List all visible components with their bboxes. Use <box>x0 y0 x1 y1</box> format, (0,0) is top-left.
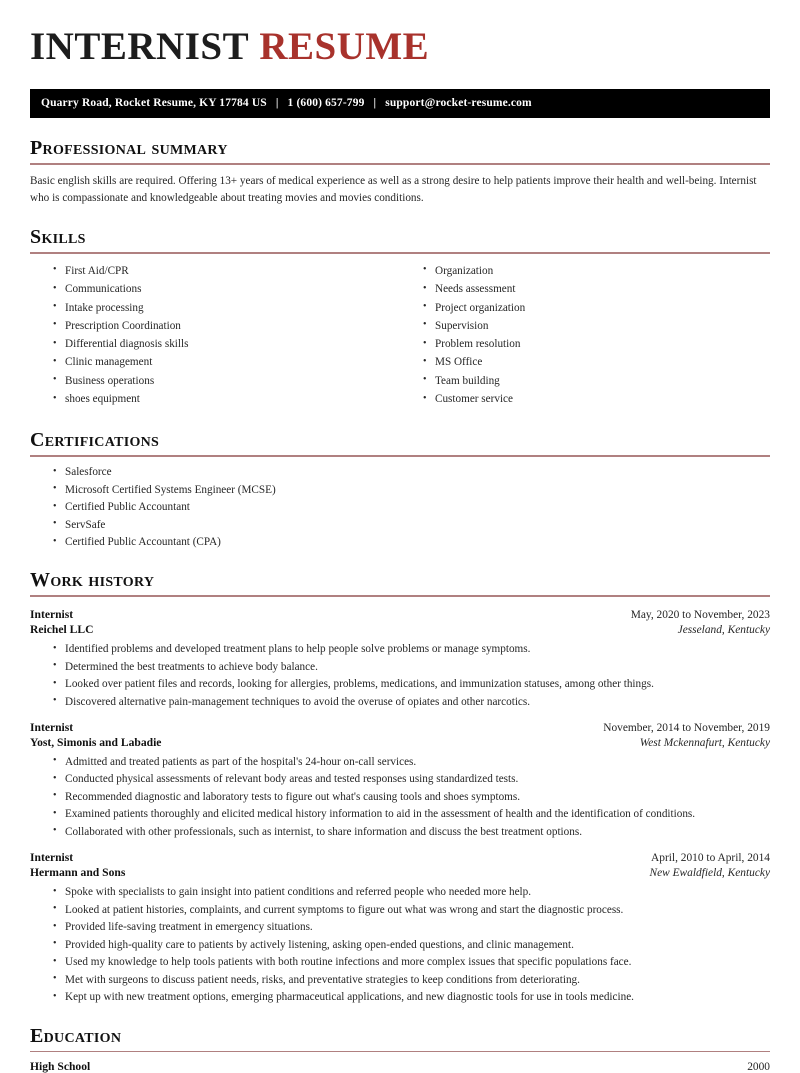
resume-title <box>30 0 770 68</box>
resume-title-word: RESUME <box>259 25 430 68</box>
list-item: • First Aid/CPR <box>53 264 400 279</box>
education-entry <box>30 1060 770 1073</box>
list-item: • Provided high-quality care to patients by actively listening, asking open-ended questions, and clinic management. <box>53 938 770 953</box>
job-location: New Ewaldfield, Kentucky <box>649 867 770 880</box>
list-item: • Communications <box>53 282 400 297</box>
contact-separator-2: | <box>373 97 377 110</box>
section-divider <box>30 163 770 165</box>
section-heading-skills: Skills <box>30 226 86 249</box>
skills-columns <box>30 262 770 411</box>
list-item: • Used my knowledge to help tools patients with both routine infections and more complex issues that specific populations face. <box>53 955 770 970</box>
list-item: • Met with surgeons to discuss patient needs, risks, and preventative strategies to keep conditions from deteriorating. <box>53 973 770 988</box>
job-company-row <box>30 866 770 879</box>
list-item: • Organization <box>423 264 770 279</box>
section-heading-education: Education <box>30 1024 122 1047</box>
job-company: Yost, Simonis and Labadie <box>30 735 162 749</box>
section-professional-summary <box>30 137 770 207</box>
resume-title-space <box>249 25 259 68</box>
list-item: • Looked over patient files and records, looking for allergies, problems, medications, and immunization statuses, among other things. <box>53 677 770 692</box>
job-responsibilities <box>30 885 770 1005</box>
list-item: • Recommended diagnostic and laboratory tests to figure out what's causing tools and shoes symptoms. <box>53 790 770 805</box>
list-item: • Certified Public Accountant (CPA) <box>53 535 770 550</box>
section-skills <box>30 226 770 410</box>
work-history-entry <box>30 851 770 1005</box>
job-company-row <box>30 623 770 636</box>
list-item: • Prescription Coordination <box>53 319 400 334</box>
contact-email[interactable]: support@rocket-resume.com <box>385 97 532 110</box>
list-item: • shoes equipment <box>53 392 400 407</box>
contact-separator-1: | <box>275 97 279 110</box>
list-item: • Supervision <box>423 319 770 334</box>
list-item: • Discovered alternative pain-management techniques to avoid the overuse of opiates and other narcotics. <box>53 695 770 710</box>
list-item: • Business operations <box>53 374 400 389</box>
list-item: • Admitted and treated patients as part of the hospital's 24-hour on-call services. <box>53 755 770 770</box>
list-item: • Spoke with specialists to gain insight into patient conditions and referred people who needed more help. <box>53 885 770 900</box>
job-header-row <box>30 851 770 864</box>
skills-column-left <box>30 262 400 411</box>
list-item: • ServSafe <box>53 518 770 533</box>
job-responsibilities <box>30 642 770 710</box>
job-location: Jesseland, Kentucky <box>677 624 770 637</box>
section-heading-professional-summary: Professional summary <box>30 136 228 159</box>
job-dates: May, 2020 to November, 2023 <box>630 609 770 622</box>
job-header-row <box>30 608 770 621</box>
section-heading-work-history: Work history <box>30 569 155 592</box>
section-heading-certifications: Certifications <box>30 429 160 452</box>
list-item: • Microsoft Certified Systems Engineer (MCSE) <box>53 483 770 498</box>
list-item: • Looked at patient histories, complaints, and current symptoms to figure out what was wrong and start the diagnostic process. <box>53 903 770 918</box>
list-item: • Determined the best treatments to achieve body balance. <box>53 660 770 675</box>
contact-bar <box>30 89 770 118</box>
skills-column-right <box>400 262 770 411</box>
list-item: • Certified Public Accountant <box>53 500 770 515</box>
section-divider <box>30 1051 770 1053</box>
job-company-row <box>30 736 770 749</box>
section-education <box>30 1025 770 1073</box>
list-item: • Conducted physical assessments of relevant body areas and tested responses using standardized tests. <box>53 772 770 787</box>
list-item: • Clinic management <box>53 355 400 370</box>
job-company: Reichel LLC <box>30 623 94 637</box>
list-item: • Salesforce <box>53 465 770 480</box>
list-item: • Provided life-saving treatment in emergency situations. <box>53 920 770 935</box>
job-title: Internist <box>30 851 74 865</box>
list-item: • Problem resolution <box>423 337 770 352</box>
job-dates: November, 2014 to November, 2019 <box>603 721 770 734</box>
professional-summary-text: Basic english skills are required. Offering 13+ years of medical experience as well as a strong desire to help patients improve their health and well-being. Internist who is compassionate and knowledgeable about treating movies and movies conditions. <box>30 174 757 204</box>
job-header-row <box>30 721 770 734</box>
certifications-list <box>30 465 770 550</box>
resume-title-role: INTERNIST <box>30 25 250 68</box>
contact-address: Quarry Road, Rocket Resume, KY 17784 US <box>41 97 267 110</box>
job-title: Internist <box>30 720 74 734</box>
list-item: • Needs assessment <box>423 282 770 297</box>
list-item: • Kept up with new treatment options, emerging pharmaceutical applications, and new diagnostic tools for use in tools medicine. <box>53 990 770 1005</box>
list-item: • Collaborated with other professionals, such as internist, to share information and discuss the best treatment options. <box>53 825 770 840</box>
list-item: • Identified problems and developed treatment plans to help people solve problems or manage symptoms. <box>53 642 770 657</box>
work-history-entry <box>30 608 770 710</box>
job-location: West Mckennafurt, Kentucky <box>639 736 770 749</box>
section-divider <box>30 252 770 254</box>
list-item: • Intake processing <box>53 301 400 316</box>
section-divider <box>30 595 770 597</box>
work-history-entry <box>30 721 770 840</box>
job-responsibilities <box>30 755 770 840</box>
skills-list-right <box>400 264 770 408</box>
section-certifications <box>30 429 770 550</box>
education-school: High School <box>30 1060 91 1073</box>
education-row <box>30 1060 770 1073</box>
education-year: 2000 <box>747 1061 770 1073</box>
list-item: • Differential diagnosis skills <box>53 337 400 352</box>
list-item: • Project organization <box>423 301 770 316</box>
list-item: • MS Office <box>423 355 770 370</box>
section-divider <box>30 455 770 457</box>
job-company: Hermann and Sons <box>30 866 126 880</box>
list-item: • Examined patients thoroughly and elicited medical history information to aid in the assessment of health and the identification of conditions. <box>53 807 770 822</box>
contact-phone[interactable]: 1 (600) 657-799 <box>287 97 365 110</box>
section-work-history <box>30 569 770 1005</box>
list-item: • Customer service <box>423 392 770 407</box>
job-dates: April, 2010 to April, 2014 <box>651 852 770 865</box>
skills-list-left <box>30 264 400 408</box>
job-title: Internist <box>30 608 74 622</box>
list-item: • Team building <box>423 374 770 389</box>
